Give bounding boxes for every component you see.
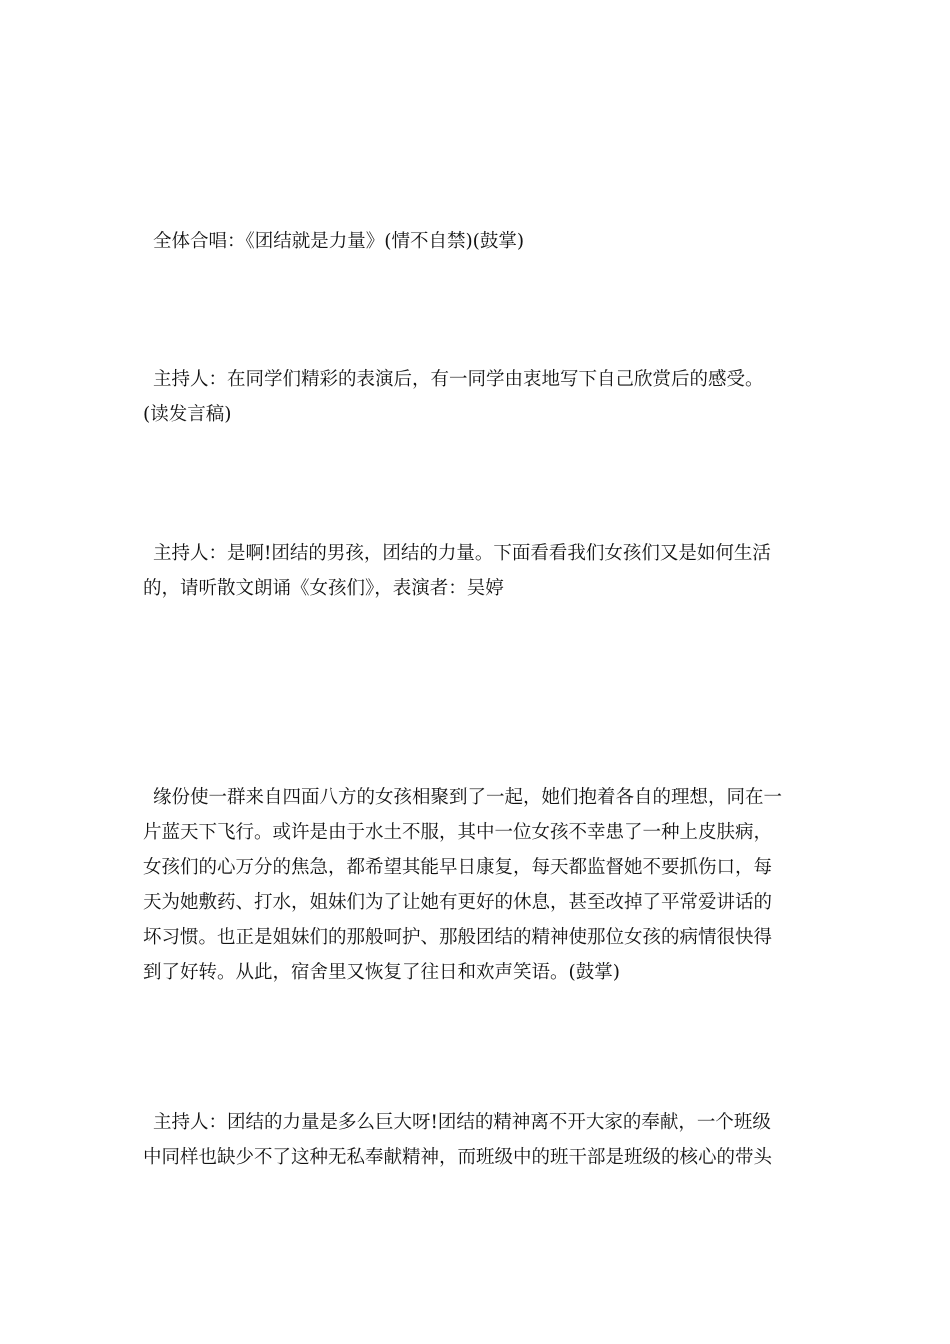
text-line: 的，请听散文朗诵《女孩们》，表演者：吴婷 [143, 578, 504, 599]
text-line: 中同样也缺少不了这种无私奉献精神，而班级中的班干部是班级的核心的带头 [143, 1147, 773, 1168]
text-line: 到了好转。从此，宿舍里又恢复了往日和欢声笑语。(鼓掌) [143, 962, 620, 983]
text-line: (读发言稿) [143, 404, 232, 425]
text-line: 主持人：是啊!团结的男孩，团结的力量。下面看看我们女孩们又是如何生活 [153, 543, 771, 564]
paragraph-prose [143, 780, 808, 990]
text-line: 缘份使一群来自四面八方的女孩相聚到了一起，她们抱着各自的理想，同在一 [153, 787, 783, 808]
text-line: 主持人：在同学们精彩的表演后，有一同学由衷地写下自己欣赏后的感受。 [153, 369, 764, 390]
paragraph-host-1 [143, 362, 808, 432]
text-line: 女孩们的心万分的焦急，都希望其能早日康复，每天都监督她不要抓伤口，每 [143, 857, 773, 878]
paragraph-host-3 [143, 1105, 808, 1175]
paragraph-chorus [143, 224, 808, 259]
text-line: 坏习惯。也正是姐妹们的那般呵护、那般团结的精神使那位女孩的病情很快得 [143, 927, 773, 948]
paragraph-host-2 [143, 536, 808, 606]
text-line: 全体合唱：《团结就是力量》(情不自禁)(鼓掌) [153, 231, 525, 252]
text-line: 片蓝天下飞行。或许是由于水土不服，其中一位女孩不幸患了一种上皮肤病， [143, 822, 773, 843]
text-line: 天为她敷药、打水，姐妹们为了让她有更好的休息，甚至改掉了平常爱讲话的 [143, 892, 773, 913]
text-line: 主持人：团结的力量是多么巨大呀!团结的精神离不开大家的奉献，一个班级 [153, 1112, 771, 1133]
